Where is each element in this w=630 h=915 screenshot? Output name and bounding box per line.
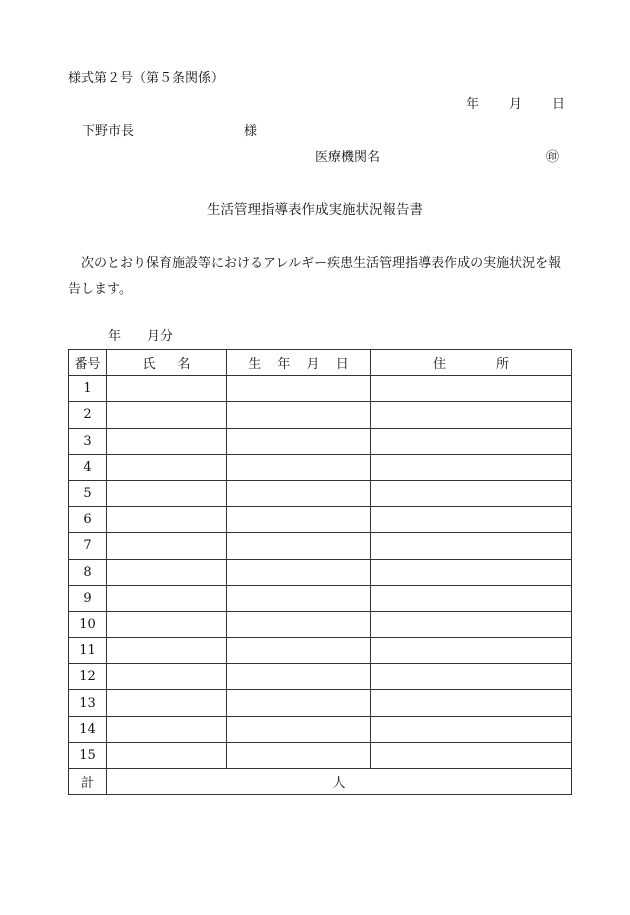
name-cell[interactable] (107, 533, 227, 559)
table-row (69, 402, 572, 428)
name-cell[interactable] (107, 664, 227, 690)
address-cell[interactable] (371, 585, 572, 611)
row-number: 5 (69, 480, 107, 506)
address-cell[interactable] (371, 402, 572, 428)
birthdate-cell[interactable] (227, 533, 371, 559)
birthdate-cell[interactable] (227, 428, 371, 454)
address-cell[interactable] (371, 559, 572, 585)
address-cell[interactable] (371, 638, 572, 664)
address-cell[interactable] (371, 716, 572, 742)
table-row (69, 664, 572, 690)
date-day-label: 日 (552, 97, 566, 112)
column-header-birthdate: 生 年 月 日 (227, 350, 371, 376)
birthdate-cell[interactable] (227, 585, 371, 611)
address-cell[interactable] (371, 533, 572, 559)
address-cell[interactable] (371, 428, 572, 454)
name-cell[interactable] (107, 376, 227, 402)
column-header-number: 番号 (69, 350, 107, 376)
body-text: 次のとおり保育施設等におけるアレルギー疾患生活管理指導表作成の実施状況を報告します。 (68, 256, 562, 297)
form-number: 様式第２号（第５条関係） (68, 71, 225, 86)
total-label: 計 (69, 769, 107, 795)
name-cell[interactable] (107, 638, 227, 664)
name-cell[interactable] (107, 742, 227, 768)
name-cell[interactable] (107, 716, 227, 742)
period-year-label: 年 (108, 329, 122, 344)
name-cell[interactable] (107, 611, 227, 637)
date-month-label: 月 (509, 97, 523, 112)
birthdate-cell[interactable] (227, 611, 371, 637)
seal-mark: ㊞ (546, 150, 560, 165)
address-cell[interactable] (371, 454, 572, 480)
table-row (69, 638, 572, 664)
row-number: 13 (69, 690, 107, 716)
row-number: 12 (69, 664, 107, 690)
column-header-name: 氏名 (107, 350, 227, 376)
name-cell[interactable] (107, 585, 227, 611)
name-cell[interactable] (107, 507, 227, 533)
table-row (69, 507, 572, 533)
birthdate-cell[interactable] (227, 638, 371, 664)
birthdate-cell[interactable] (227, 454, 371, 480)
addressee: 下野市長 (82, 124, 135, 139)
total-row (69, 769, 572, 795)
address-cell[interactable] (371, 376, 572, 402)
table-row (69, 585, 572, 611)
honorific: 様 (244, 124, 258, 139)
date-line (466, 98, 565, 111)
name-cell[interactable] (107, 428, 227, 454)
table-row (69, 690, 572, 716)
table-row (69, 611, 572, 637)
birthdate-cell[interactable] (227, 559, 371, 585)
table-row (69, 559, 572, 585)
address-cell[interactable] (371, 664, 572, 690)
row-number: 15 (69, 742, 107, 768)
table-body (69, 376, 572, 769)
addressee-line (82, 125, 257, 138)
table-row (69, 454, 572, 480)
birthdate-cell[interactable] (227, 690, 371, 716)
period-month-label: 月分 (147, 329, 174, 344)
row-number: 10 (69, 611, 107, 637)
address-cell[interactable] (371, 742, 572, 768)
address-cell[interactable] (371, 480, 572, 506)
name-cell[interactable] (107, 402, 227, 428)
document-title: 生活管理指導表作成実施状況報告書 (207, 202, 423, 218)
address-cell[interactable] (371, 611, 572, 637)
birthdate-cell[interactable] (227, 742, 371, 768)
table-row (69, 480, 572, 506)
row-number: 9 (69, 585, 107, 611)
birthdate-cell[interactable] (227, 716, 371, 742)
row-number: 11 (69, 638, 107, 664)
name-cell[interactable] (107, 559, 227, 585)
name-cell[interactable] (107, 454, 227, 480)
row-number: 7 (69, 533, 107, 559)
name-cell[interactable] (107, 480, 227, 506)
birthdate-cell[interactable] (227, 664, 371, 690)
table-row (69, 716, 572, 742)
column-header-address: 住所 (371, 350, 572, 376)
birthdate-cell[interactable] (227, 507, 371, 533)
row-number: 14 (69, 716, 107, 742)
address-cell[interactable] (371, 507, 572, 533)
total-unit: 人 (107, 769, 572, 795)
table-header-row (69, 350, 572, 376)
row-number: 2 (69, 402, 107, 428)
address-cell[interactable] (371, 690, 572, 716)
table-row (69, 533, 572, 559)
row-number: 4 (69, 454, 107, 480)
row-number: 8 (69, 559, 107, 585)
name-cell[interactable] (107, 690, 227, 716)
row-number: 6 (69, 507, 107, 533)
institution-label: 医療機関名 (315, 150, 381, 165)
row-number: 1 (69, 376, 107, 402)
birthdate-cell[interactable] (227, 402, 371, 428)
report-table (68, 349, 572, 795)
date-year-label: 年 (466, 97, 480, 112)
period-line (108, 330, 173, 343)
birthdate-cell[interactable] (227, 376, 371, 402)
row-number: 3 (69, 428, 107, 454)
table-row (69, 376, 572, 402)
table-row (69, 428, 572, 454)
table-row (69, 742, 572, 768)
birthdate-cell[interactable] (227, 480, 371, 506)
